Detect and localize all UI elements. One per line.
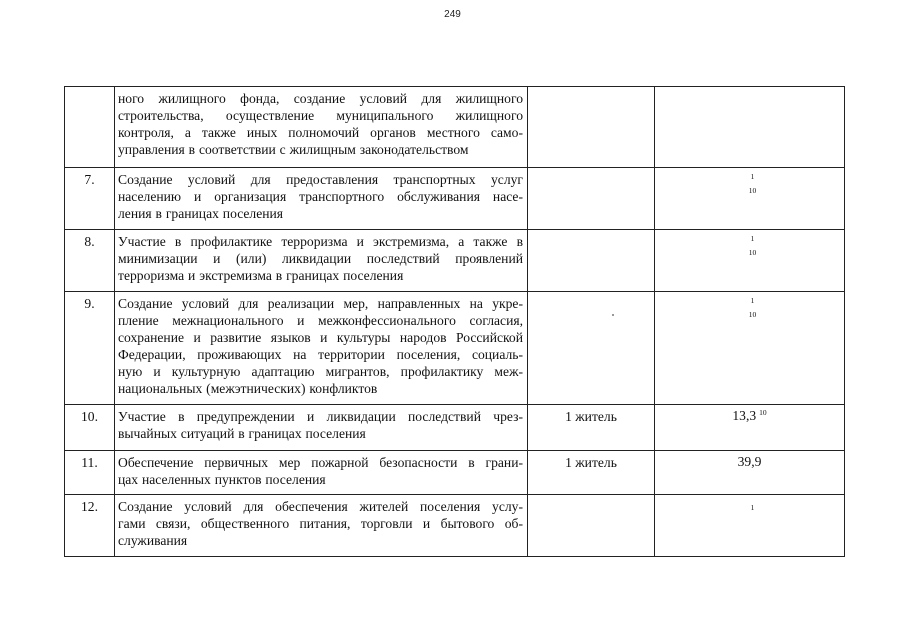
footnote-ref: 10 [759,408,767,417]
row-description: Обеспечение первичных мер пожарной безопасности в грани- цах населенных пунктов поселения [115,451,528,495]
row-value: 13,3 $^{10}$ [655,405,845,451]
row-number: 8. [65,230,115,292]
row-number [65,87,115,168]
row-unit [528,495,655,557]
row-number: 9. [65,292,115,405]
footnote-refs: 1 10 [748,296,757,319]
municipal-powers-table [64,86,845,557]
row-number: 11. [65,451,115,495]
row-unit [528,292,655,405]
footnote-refs: 1 10 [748,172,757,195]
page-number: 249 [444,9,461,20]
row-unit [528,168,655,230]
row-description: ного жилищного фонда, создание условий для жилищного строительства, осуществление муниципального жилищного контроля, а также иных полномочий органов местного само- управления в соответствии с жилищным законодательством [115,87,528,168]
table-row [65,405,845,451]
row-unit: 1 житель [528,451,655,495]
row-number: 7. [65,168,115,230]
row-unit [528,87,655,168]
footnote-refs: 1 [750,503,755,512]
row-description: Создание условий для реализации мер, направленных на укре- пление межнационального и межконфессионального согласия, сохранение и развитие языков и культуры народов Российской Федерации, проживающих на территории поселения, социаль- ную и культурную адаптацию мигрантов, профилактику меж- национальных (межэтнических) конфликтов [115,292,528,405]
row-description: Создание условий для предоставления транспортных услуг населению и организация транспортного обслуживания насе- ления в границах поселения [115,168,528,230]
row-value [655,495,845,557]
row-number: 12. [65,495,115,557]
table-row [65,87,845,168]
table-row [65,292,845,405]
table-row [65,495,845,557]
row-value [655,87,845,168]
row-value [655,168,845,230]
scan-speck [612,314,614,316]
row-description: Создание условий для обеспечения жителей поселения услу- гами связи, общественного питания, торговли и бытового об- служивания [115,495,528,557]
row-description: Участие в предупреждении и ликвидации последствий чрез- вычайных ситуаций в границах поселения [115,405,528,451]
row-value [655,292,845,405]
row-unit [528,230,655,292]
footnote-refs: 1 10 [748,234,757,257]
table-body [65,87,845,557]
row-number: 10. [65,405,115,451]
table-row [65,451,845,495]
table-row [65,230,845,292]
table-row [65,168,845,230]
row-unit: 1 житель [528,405,655,451]
row-description: Участие в профилактике терроризма и экстремизма, а также в минимизации и (или) ликвидации последствий проявлений терроризма и экстремизма в границах поселения [115,230,528,292]
row-value [655,230,845,292]
row-value: 39,9 [655,451,845,495]
